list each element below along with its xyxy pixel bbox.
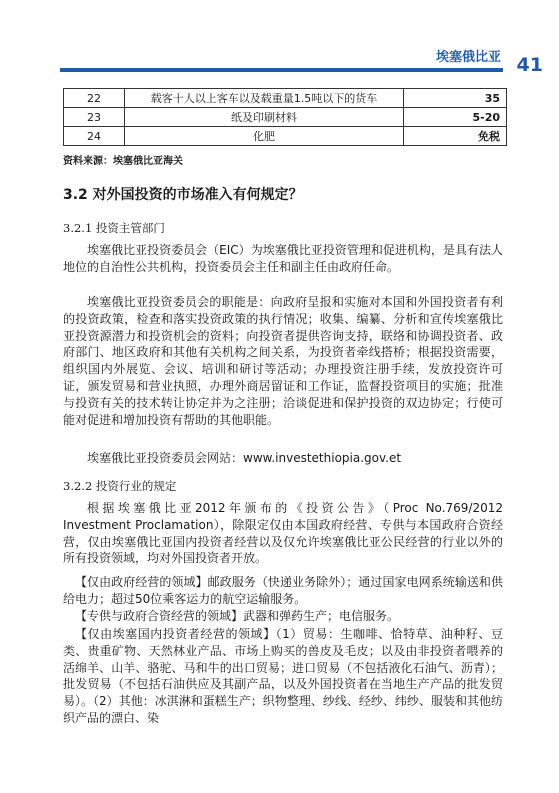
- row-goods: 载客十人以上客车以及载重量1.5吨以下的货车: [125, 89, 404, 108]
- paragraph: 【仅由政府经营的领域】邮政服务（快递业务除外）；通过国家电网系统输送和供给电力；超过50位乘客运力的航空运输服务。: [63, 575, 503, 606]
- table-row: [64, 127, 507, 146]
- paragraph: 埃塞俄比亚投资委员会（EIC）为埃塞俄比亚投资管理和促进机构，是具有法人地位的自治性公共机构，投资委员会主任和副主任由政府任命。: [63, 243, 503, 274]
- row-rate: 免税: [404, 127, 507, 146]
- subsection-title: 3.2.2 投资行业的规定: [63, 479, 177, 493]
- paragraph: 根据埃塞俄比亚2012年颁布的《投资公告》（Proc No.769/2012 Investment Proclamation），除限定仅由本国政府经营、专供与本国政府合资经营，仅由埃塞俄比亚国内投资者经营以及仅允许埃塞俄比亚公民经营的行业以外的所有投资领域，均对外国投资者开放。: [63, 501, 503, 566]
- section-title: 3.2 对外国投资的市场准入有何规定？: [63, 187, 303, 203]
- row-number: 24: [64, 127, 125, 146]
- page-number: 41: [516, 54, 543, 76]
- row-number: 23: [64, 108, 125, 127]
- subsection-title: 3.2.1 投资主管部门: [63, 221, 165, 235]
- table-row: [64, 108, 507, 127]
- running-header-title: 埃塞俄比亚: [435, 50, 501, 65]
- table-row: [64, 89, 507, 108]
- row-goods: 化肥: [125, 127, 404, 146]
- paragraph: 埃塞俄比亚投资委员会的职能是：向政府呈报和实施对本国和外国投资者有利的投资政策，检查和落实投资政策的执行情况；收集、编纂、分析和宣传埃塞俄比亚投资源潜力和投资机会的资料；向投资者提供咨询支持，联络和协调投资者、政府部门、地区政府和其他有关机构之间关系，为投资者牵线搭桥；根据投资需要，组织国内外展览、会议、培训和研讨等活动；办理投资注册手续，发放投资许可证，颁发贸易和营业执照，办理外商居留证和工作证，监督投资项目的实施；批准与投资有关的技术转让协定并为之注册；洽谈促进和保护投资的双边协定；行使可能对促进和增加投资有帮助的其他职能。: [63, 295, 503, 427]
- tariff-table: [63, 88, 507, 146]
- header-rule: [60, 68, 503, 72]
- row-rate: 35: [404, 89, 507, 108]
- row-number: 22: [64, 89, 125, 108]
- row-goods: 纸及印刷材料: [125, 108, 404, 127]
- paragraph: 埃塞俄比亚投资委员会网站：www.investethiopia.gov.et: [87, 451, 402, 465]
- row-rate: 5-20: [404, 108, 507, 127]
- source-note: 资料来源：埃塞俄比亚海关: [63, 156, 183, 167]
- paragraph: 【仅由埃塞国内投资者经营的领域】（1）贸易：生咖啡、恰特草、油种籽、豆类、贵重矿物、天然林业产品、市场上购买的兽皮及毛皮；以及由非投资者喂养的活绵羊、山羊、骆驼、马和牛的出口贸易；进口贸易（不包括液化石油气、沥青）；批发贸易（不包括石油供应及其副产品，以及外国投资者在当地生产产品的批发贸易）。（2）其他：冰淇淋和蛋糕生产；织物整理、纱线、经纱、纬纱、服装和其他纺织产品的漂白、染: [63, 627, 503, 725]
- paragraph: 【专供与政府合资经营的领域】武器和弹药生产；电信服务。: [75, 609, 400, 623]
